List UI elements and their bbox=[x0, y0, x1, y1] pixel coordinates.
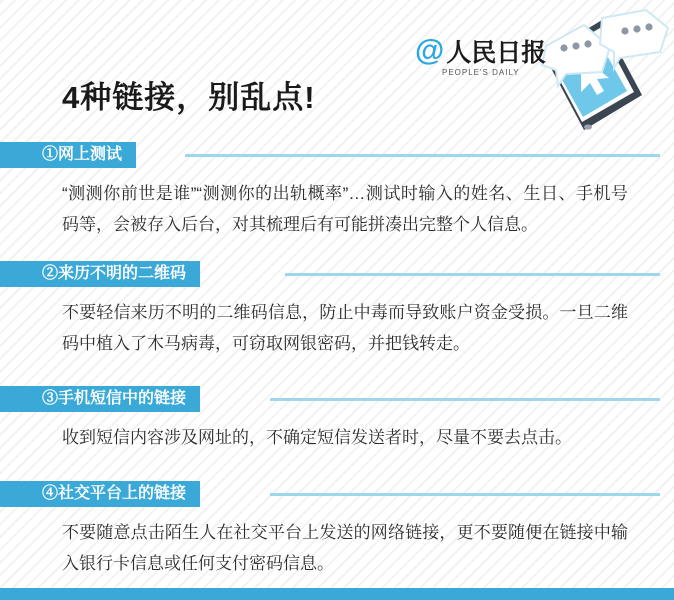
section-header-3 bbox=[0, 386, 674, 412]
section-header-4 bbox=[0, 481, 674, 507]
section-body-4: 不要随意点击陌生人在社交平台上发送的网络链接，更不要随便在链接中输入银行卡信息或任何支付密码信息。 bbox=[62, 523, 628, 573]
section-rule-2 bbox=[285, 273, 660, 276]
page-title: 4种链接，别乱点! bbox=[62, 80, 316, 115]
section-header-1 bbox=[0, 142, 674, 168]
section-body-3: 收到短信内容涉及网址的，不确定短信发送者时，尽量不要去点击。 bbox=[62, 428, 572, 447]
section-heading-1: ①网上测试 bbox=[0, 142, 136, 168]
at-symbol-icon: @ bbox=[415, 34, 445, 67]
brand-name-en: PEOPLE'S DAILY bbox=[442, 68, 520, 77]
brand-logo bbox=[410, 6, 660, 141]
section-rule-3 bbox=[270, 398, 660, 401]
brand-logo-text bbox=[415, 36, 546, 66]
section-rule-4 bbox=[270, 493, 660, 496]
section-rule-1 bbox=[185, 154, 660, 157]
section-body-1: “测测你前世是谁”“测测你的出轨概率”…测试时输入的姓名、生日、手机号码等，会被存入后台，对其梳理后有可能拼凑出完整个人信息。 bbox=[62, 184, 628, 234]
section-heading-2: ②来历不明的二维码 bbox=[0, 261, 200, 287]
section-header-2 bbox=[0, 261, 674, 287]
section-heading-3: ③手机短信中的链接 bbox=[0, 386, 200, 412]
section-heading-4: ④社交平台上的链接 bbox=[0, 481, 200, 507]
section-body-2: 不要轻信来历不明的二维码信息，防止中毒而导致账户资金受损。一旦二维码中植入了木马病毒，可窃取网银密码，并把钱转走。 bbox=[62, 303, 628, 353]
bottom-accent-bar bbox=[0, 588, 674, 600]
brand-name-cn: 人民日报 bbox=[446, 39, 547, 67]
